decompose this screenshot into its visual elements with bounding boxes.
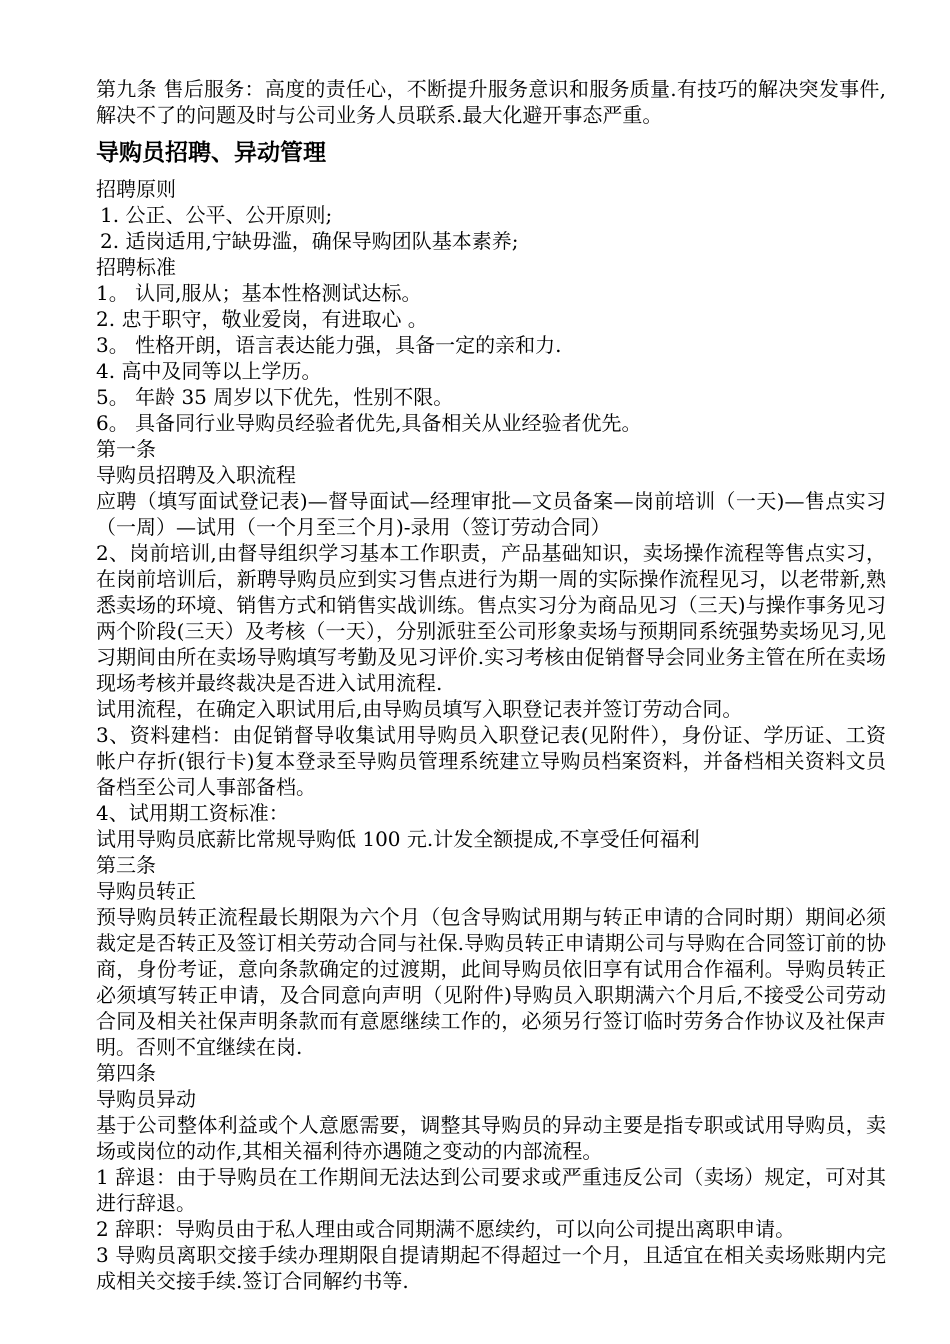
article1-paragraph: 应聘（填写面试登记表)—督导面试—经理审批—文员备案—岗前培训（一天)—售点实习（一周）—试用（一个月至三个月)-录用（签订劳动合同） bbox=[96, 489, 886, 539]
article1-title: 导购员招聘及入职流程 bbox=[96, 463, 296, 487]
article4-paragraph: 3 导购员离职交接手续办理期限自提请期起不得超过一个月，且适宜在相关卖场账期内完成相关交接手续.签订合同解约书等. bbox=[96, 1243, 886, 1293]
recruit-principle-item: 1. 公正、公平、公开原则; bbox=[100, 203, 333, 227]
section-title: 导购员招聘、异动管理 bbox=[96, 140, 326, 166]
article1-paragraph: 4、试用期工资标准： bbox=[96, 801, 289, 825]
article9-paragraph: 第九条 售后服务：高度的责任心，不断提升服务意识和服务质量.有技巧的解决突发事件,解决不了的问题及时与公司业务人员联系.最大化避开事态严重。 bbox=[96, 77, 886, 127]
article3-paragraph: 预导购员转正流程最长期限为六个月（包含导购试用期与转正申请的合同时期）期间必须裁定是否转正及签订相关劳动合同与社保.导购员转正申请期公司与导购在合同签订前的协商，身份考证，意向条款确定的过渡期，此间导购员依旧享有试用合作福利。导购员转正必须填写转正申请，及合同意向声明（见附件)导购员入职期满六个月后,不接受公司劳动合同及相关社保声明条款而有意愿继续工作的，必须另行签订临时劳务合作协议及社保声明。否则不宜继续在岗. bbox=[96, 905, 886, 1059]
article4-label: 第四条 bbox=[96, 1061, 156, 1085]
document-page bbox=[96, 76, 886, 1294]
recruit-standard-item: 1。 认同,服从；基本性格测试达标。 bbox=[96, 281, 422, 305]
article4-paragraph: 2 辞职：导购员由于私人理由或合同期满不愿续约，可以向公司提出离职申请。 bbox=[96, 1217, 796, 1241]
article1-paragraph: 试用流程，在确定入职试用后,由导购员填写入职登记表并签订劳动合同。 bbox=[96, 697, 743, 721]
recruit-standards-title: 招聘标准 bbox=[96, 255, 176, 279]
recruit-standard-item: 6。 具备同行业导购员经验者优先,具备相关从业经验者优先。 bbox=[96, 411, 642, 435]
article1-paragraph: 试用导购员底薪比常规导购低 100 元.计发全额提成,不享受任何福利 bbox=[96, 827, 700, 851]
article4-paragraph: 基于公司整体利益或个人意愿需要，调整其导购员的异动主要是指专职或试用导购员，卖场或岗位的动作,其相关福利待亦遇随之变动的内部流程。 bbox=[96, 1113, 886, 1163]
article3-title: 导购员转正 bbox=[96, 879, 196, 903]
recruit-standard-item: 3。 性格开朗，语言表达能力强，具备一定的亲和力. bbox=[96, 333, 562, 357]
article4-title: 导购员异动 bbox=[96, 1087, 196, 1111]
article3-label: 第三条 bbox=[96, 853, 156, 877]
recruit-principle-item: 2. 适岗适用,宁缺毋滥，确保导购团队基本素养; bbox=[100, 229, 519, 253]
recruit-standard-item: 2. 忠于职守，敬业爱岗，有进取心 。 bbox=[96, 307, 428, 331]
article1-paragraph: 2、岗前培训,由督导组织学习基本工作职责，产品基础知识，卖场操作流程等售点实习，在岗前培训后，新聘导购员应到实习售点进行为期一周的实际操作流程见习，以老带新,熟悉卖场的环境、销售方式和销售实战训练。售点实习分为商品见习（三天)与操作事务见习两个阶段(三天）及考核（一天），分别派驻至公司形象卖场与预期同系统强势卖场见习,见习期间由所在卖场导购填写考勤及见习评价.实习考核由促销督导会同业务主管在所在卖场现场考核并最终裁决是否进入试用流程. bbox=[96, 541, 886, 695]
article1-paragraph: 3、资料建档：由促销督导收集试用导购员入职登记表(见附件），身份证、学历证、工资帐户存折(银行卡)复本登录至导购员管理系统建立导购员档案资料，并备档相关资料文员备档至公司人事部备档。 bbox=[96, 723, 886, 799]
recruit-standard-item: 5。 年龄 35 周岁以下优先，性别不限。 bbox=[96, 385, 454, 409]
recruit-principles-title: 招聘原则 bbox=[96, 177, 176, 201]
article1-label: 第一条 bbox=[96, 437, 156, 461]
article4-paragraph: 1 辞退：由于导购员在工作期间无法达到公司要求或严重违反公司（卖场）规定，可对其进行辞退。 bbox=[96, 1165, 886, 1215]
recruit-standard-item: 4. 高中及同等以上学历。 bbox=[96, 359, 322, 383]
